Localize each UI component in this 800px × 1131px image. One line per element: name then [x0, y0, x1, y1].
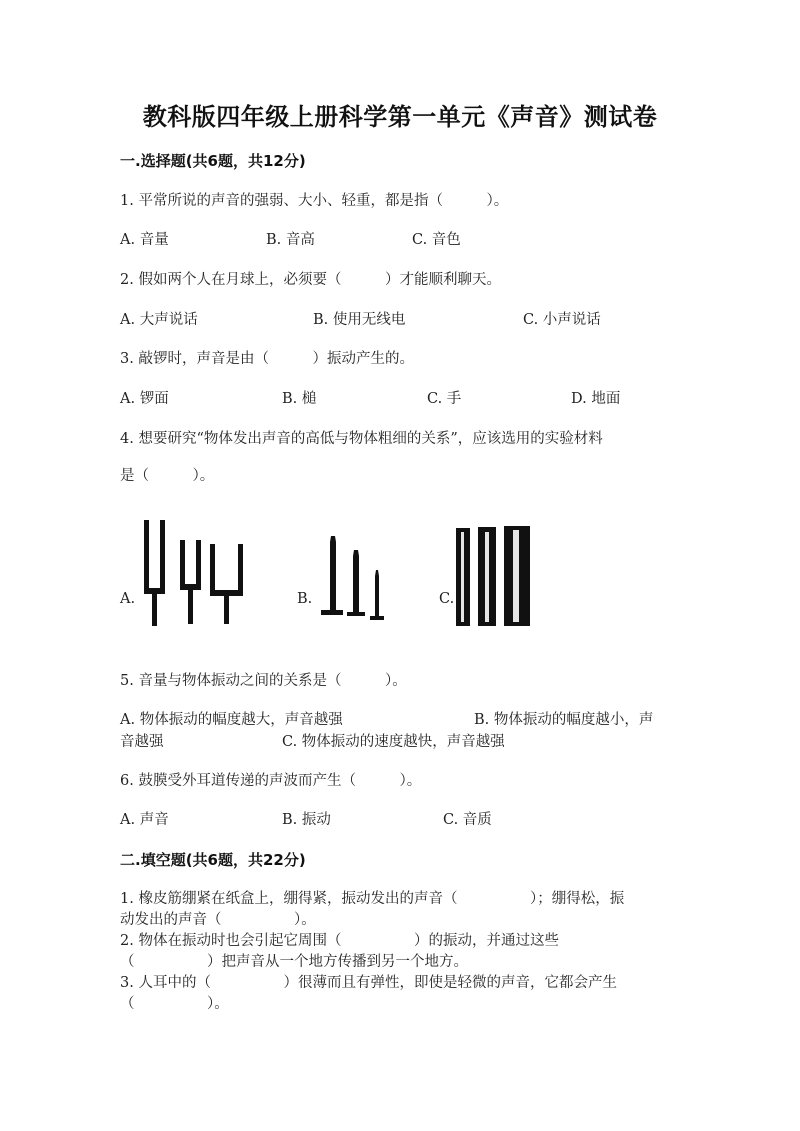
fill-line-6: （ ）。 — [120, 996, 229, 1012]
q5-option-c: C. 物体振动的速度越快，声音越强 — [282, 734, 505, 750]
q6-option-b: B. 振动 — [282, 812, 331, 828]
q3-option-b: B. 槌 — [282, 391, 317, 407]
question-4-line2: 是（ ）。 — [120, 468, 215, 484]
q1-option-c: C. 音色 — [412, 232, 461, 248]
q4-option-b: B. — [297, 591, 313, 607]
q2-option-c: C. 小声说话 — [523, 312, 601, 328]
rods-icon — [452, 524, 532, 628]
q3-option-c: C. 手 — [427, 391, 462, 407]
nails-icon — [315, 532, 390, 630]
q3-option-d: D. 地面 — [571, 391, 621, 407]
fill-line-1: 1. 橡皮筋绷紧在纸盒上，绷得紧，振动发出的声音（ ）；绷得松，振 — [120, 891, 625, 907]
question-2: 2. 假如两个人在月球上，必须要（ ）才能顺利聊天。 — [120, 272, 501, 288]
question-4-line1: 4. 想要研究“物体发出声音的高低与物体粗细的关系”，应该选用的实验材料 — [120, 431, 603, 447]
section-heading-choice: 一.选择题(共6题，共12分) — [120, 152, 306, 170]
fill-line-5: 3. 人耳中的（ ）很薄而且有弹性，即使是轻微的声音，它都会产生 — [120, 975, 617, 991]
q5-option-b: B. 物体振动的幅度越小，声 — [474, 712, 654, 728]
tuning-forks-icon — [140, 518, 250, 630]
question-3: 3. 敲锣时，声音是由（ ）振动产生的。 — [120, 351, 414, 367]
q1-option-a: A. 音量 — [120, 232, 169, 248]
q1-option-b: B. 音高 — [266, 232, 315, 248]
question-5: 5. 音量与物体振动之间的关系是（ ）。 — [120, 673, 407, 689]
q6-option-a: A. 声音 — [120, 812, 169, 828]
q5-option-a: A. 物体振动的幅度越大，声音越强 — [120, 712, 343, 728]
q4-option-a: A. — [120, 591, 136, 607]
q6-option-c: C. 音质 — [443, 812, 492, 828]
section-heading-fill: 二.填空题(共6题，共22分) — [120, 851, 306, 869]
page-title: 教科版四年级上册科学第一单元《声音》测试卷 — [142, 103, 658, 131]
fill-line-4: （ ）把声音从一个地方传播到另一个地方。 — [120, 954, 468, 970]
question-1: 1. 平常所说的声音的强弱、大小、轻重，都是指（ ）。 — [120, 193, 509, 209]
q2-option-b: B. 使用无线电 — [313, 312, 406, 328]
q3-option-a: A. 锣面 — [120, 391, 169, 407]
q5-option-b-cont: 音越强 — [120, 734, 164, 750]
fill-line-2: 动发出的声音（ ）。 — [120, 912, 316, 928]
q4-option-c: C. — [439, 591, 455, 607]
question-6: 6. 鼓膜受外耳道传递的声波而产生（ ）。 — [120, 773, 422, 789]
q2-option-a: A. 大声说话 — [120, 312, 198, 328]
fill-line-3: 2. 物体在振动时也会引起它周围（ ）的振动，并通过这些 — [120, 933, 559, 949]
